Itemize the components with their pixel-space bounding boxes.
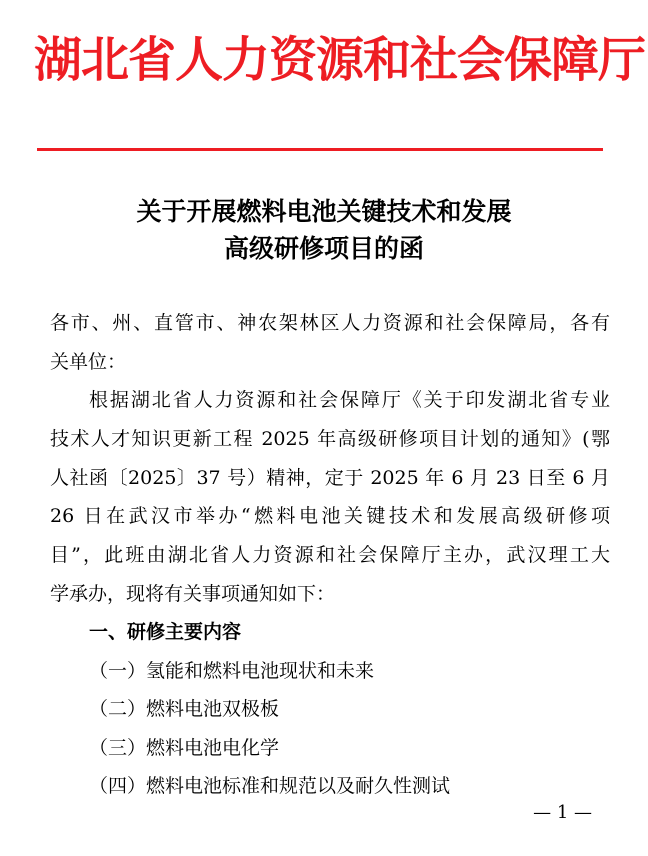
paragraph-line: 学承办，现将有关事项通知如下： — [50, 583, 336, 605]
paragraph-line: 26 日在武汉市举办“燃料电池关键技术和发展高级研修项 — [50, 505, 610, 527]
recipients-line-2: 关单位： — [50, 351, 127, 373]
page-number: — 1 — — [533, 802, 592, 823]
paragraph-line: 根据湖北省人力资源和社会保障厅《关于印发湖北省专业 — [89, 389, 610, 411]
document-title-line-1: 关于开展燃料电池关键技术和发展 — [136, 197, 512, 226]
recipients-line-1: 各市、州、直管市、神农架林区人力资源和社会保障局，各有 — [50, 312, 610, 334]
section-item: （一）氢能和燃料电池现状和未来 — [89, 660, 375, 682]
organization-header: 湖北省人力资源和社会保障厅 — [34, 32, 646, 88]
section-item: （四）燃料电池标准和规范以及耐久性测试 — [89, 775, 451, 797]
paragraph-line: 人社函〔2025〕37 号）精神，定于 2025 年 6 月 23 日至 6 月 — [50, 467, 610, 489]
document-title-line-2: 高级研修项目的函 — [223, 234, 424, 263]
header-red-rule — [37, 148, 603, 151]
paragraph-line: 技术人才知识更新工程 2025 年高级研修项目计划的通知》(鄂 — [50, 428, 610, 450]
paragraph-line: 目”，此班由湖北省人力资源和社会保障厅主办，武汉理工大 — [50, 544, 610, 566]
section-item: （二）燃料电池双极板 — [89, 698, 280, 720]
section-heading: 一、研修主要内容 — [89, 621, 242, 643]
section-item: （三）燃料电池电化学 — [89, 737, 280, 759]
